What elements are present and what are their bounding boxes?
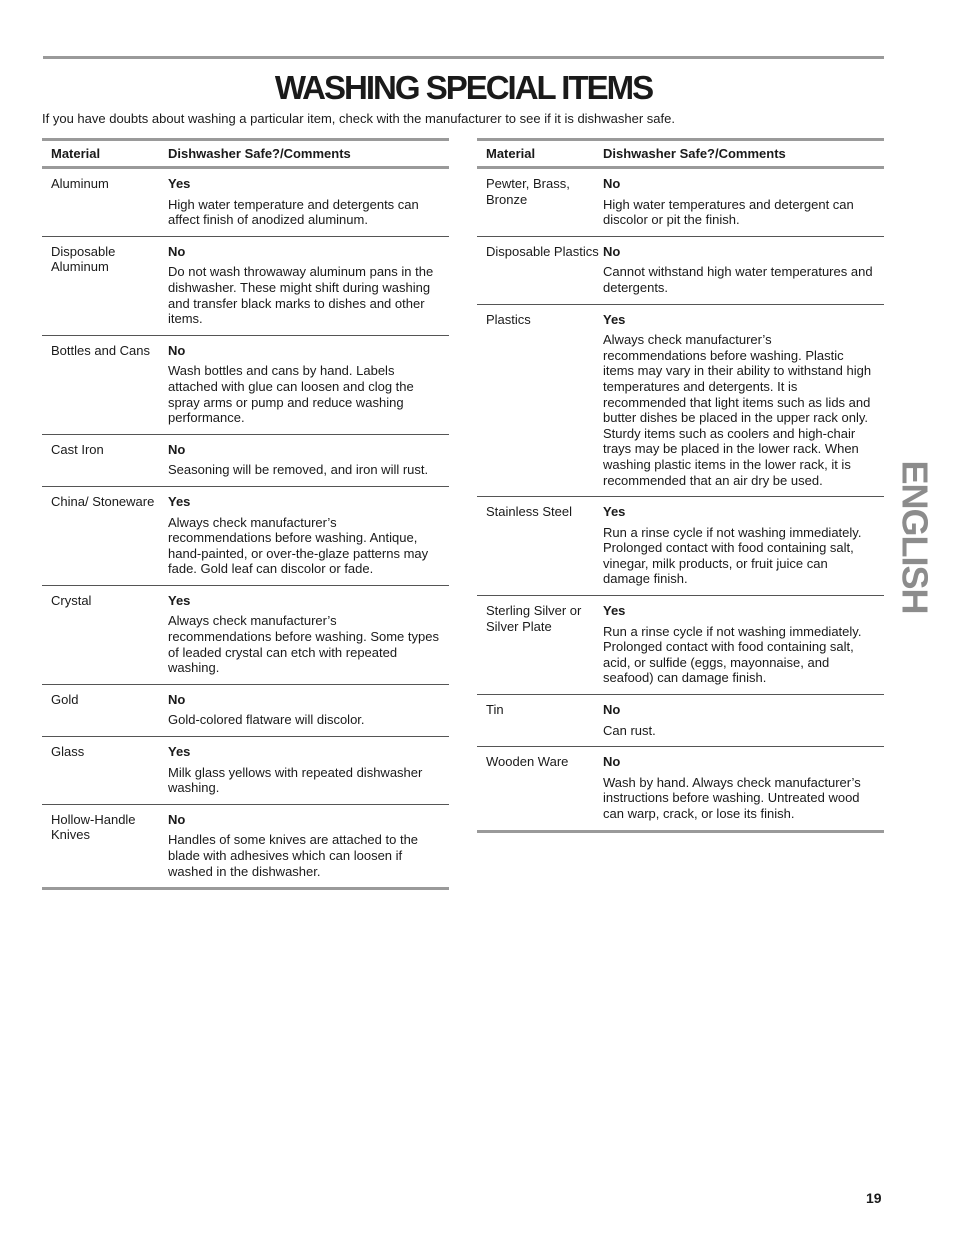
safe-verdict: No bbox=[603, 702, 621, 718]
comment-text: Do not wash throwaway aluminum pans in the dishwasher. These might shift during washing and transfer black marks to dishes and other items. bbox=[168, 264, 434, 327]
table-row bbox=[42, 336, 449, 435]
comment-text: Wash bottles and cans by hand. Labels attached with glue can loosen and clog the spray arms or pump and reduce washing performance. bbox=[168, 363, 414, 426]
table-row bbox=[477, 695, 884, 747]
comment-cell bbox=[168, 494, 449, 577]
comment-text: Milk glass yellows with repeated dishwasher washing. bbox=[168, 764, 423, 796]
comment-text: Handles of some knives are attached to the blade with adhesives which can loosen if washed in the dishwasher. bbox=[168, 832, 419, 879]
comment-text: High water temperatures and detergent can discolor or pit the finish. bbox=[603, 196, 854, 228]
comment-cell bbox=[168, 812, 449, 879]
header-comments: Dishwasher Safe?/Comments bbox=[168, 146, 351, 161]
comment-text: Always check manufacturer’s recommendations before washing. Some types of leaded crystal can etch with repeated washing. bbox=[168, 613, 439, 676]
table-row bbox=[42, 169, 449, 237]
top-rule bbox=[43, 56, 884, 59]
safe-verdict: No bbox=[168, 342, 186, 358]
material-cell: Stainless Steel bbox=[486, 504, 572, 520]
material-cell: Gold bbox=[51, 691, 79, 707]
material-cell: Disposable Aluminum bbox=[51, 243, 116, 275]
safe-verdict: No bbox=[603, 176, 621, 191]
material-cell: Tin bbox=[486, 702, 504, 718]
material-cell: Aluminum bbox=[51, 176, 109, 191]
material-cell: China/ Stoneware bbox=[51, 493, 155, 509]
comment-cell bbox=[168, 744, 449, 796]
table-row bbox=[42, 237, 449, 336]
comment-text: Can rust. bbox=[603, 722, 656, 738]
safe-verdict: Yes bbox=[603, 504, 626, 520]
table-header bbox=[42, 138, 449, 169]
material-cell: Wooden Ware bbox=[486, 754, 569, 770]
comment-text: Always check manufacturer’s recommendations before washing. Plastic items may vary in their ability to withstand high temperatures and detergents. It is recommended that light items such as lids and butter dishes be placed in the upper rack only. Sturdy items such as coolers and high-chair trays may be placed in the lower rack. When washing plastic items in the lower rack, it is recommended that an air dry be used. bbox=[603, 332, 872, 488]
safe-verdict: No bbox=[168, 441, 186, 457]
header-material: Material bbox=[51, 146, 101, 161]
material-cell: Pewter, Brass, Bronze bbox=[486, 176, 570, 207]
table-row bbox=[42, 737, 449, 805]
material-cell: Cast Iron bbox=[51, 441, 104, 457]
safe-verdict: Yes bbox=[168, 493, 191, 509]
comment-cell bbox=[168, 692, 449, 728]
table-row bbox=[477, 237, 884, 305]
page-number: 19 bbox=[866, 1190, 882, 1206]
comment-text: Seasoning will be removed, and iron will rust. bbox=[168, 462, 429, 478]
table-row bbox=[477, 497, 884, 596]
table-row bbox=[477, 305, 884, 498]
material-cell: Sterling Silver or Silver Plate bbox=[486, 603, 582, 634]
table-row bbox=[42, 487, 449, 586]
comment-cell bbox=[603, 702, 884, 738]
comment-text: Run a rinse cycle if not washing immediately. Prolonged contact with food containing salt, acid, or sulfide (eggs, mayonnaise, and seafood) can damage finish. bbox=[603, 623, 862, 686]
comment-cell bbox=[603, 754, 884, 821]
comment-cell bbox=[603, 244, 884, 296]
table-body bbox=[477, 169, 884, 833]
table-right bbox=[477, 138, 884, 833]
table-body bbox=[42, 169, 449, 890]
material-cell: Glass bbox=[51, 744, 85, 760]
language-side-tab bbox=[890, 448, 938, 626]
comment-text: Always check manufacturer’s recommendations before washing. Antique, hand-painted, or over-the-glaze patterns may fade. Gold leaf can discolor or fade. bbox=[168, 514, 429, 577]
material-cell: Plastics bbox=[486, 311, 531, 327]
comment-cell bbox=[168, 343, 449, 426]
safe-verdict: Yes bbox=[603, 603, 626, 619]
material-cell: Disposable Plastics bbox=[486, 243, 599, 259]
comment-cell bbox=[168, 442, 449, 478]
comment-cell bbox=[168, 244, 449, 327]
safe-verdict: Yes bbox=[168, 176, 191, 191]
comment-cell bbox=[603, 603, 884, 686]
table-left bbox=[42, 138, 449, 890]
material-cell: Crystal bbox=[51, 592, 92, 608]
page-title: WASHING SPECIAL ITEMS bbox=[274, 69, 653, 106]
comment-cell bbox=[168, 176, 449, 228]
table-row bbox=[477, 747, 884, 832]
table-row bbox=[42, 805, 449, 890]
safe-verdict: No bbox=[603, 243, 621, 259]
comment-cell bbox=[603, 312, 884, 489]
comment-text: Cannot withstand high water temperatures and detergents. bbox=[603, 264, 873, 295]
material-cell: Hollow-Handle Knives bbox=[51, 811, 136, 843]
safe-verdict: Yes bbox=[168, 744, 191, 760]
safe-verdict: No bbox=[603, 754, 621, 770]
comment-cell bbox=[603, 504, 884, 587]
side-tab-label: ENGLISH bbox=[894, 460, 936, 614]
material-cell: Bottles and Cans bbox=[51, 342, 151, 358]
header-comments: Dishwasher Safe?/Comments bbox=[603, 146, 786, 161]
safe-verdict: No bbox=[168, 811, 186, 827]
table-row bbox=[42, 435, 449, 487]
comment-cell bbox=[603, 176, 884, 228]
table-row bbox=[42, 586, 449, 685]
table-header bbox=[477, 138, 884, 169]
safe-verdict: No bbox=[168, 243, 186, 259]
comment-text: High water temperature and detergents can affect finish of anodized aluminum. bbox=[168, 196, 419, 228]
safe-verdict: Yes bbox=[168, 592, 191, 608]
intro-text: If you have doubts about washing a particular item, check with the manufacturer to see if it is dishwasher safe. bbox=[42, 111, 675, 126]
comment-text: Wash by hand. Always check manufacturer’s instructions before washing. Untreated wood can warp, crack, or lose its finish. bbox=[603, 774, 861, 821]
table-row bbox=[477, 596, 884, 695]
comment-text: Run a rinse cycle if not washing immediately. Prolonged contact with food containing salt, vinegar, milk products, or fruit juice can damage finish. bbox=[603, 524, 862, 587]
comment-text: Gold-colored flatware will discolor. bbox=[168, 712, 365, 728]
safe-verdict: No bbox=[168, 691, 186, 707]
table-row bbox=[42, 685, 449, 737]
header-material: Material bbox=[486, 146, 536, 161]
comment-cell bbox=[168, 593, 449, 676]
table-row bbox=[477, 169, 884, 237]
safe-verdict: Yes bbox=[603, 311, 626, 327]
